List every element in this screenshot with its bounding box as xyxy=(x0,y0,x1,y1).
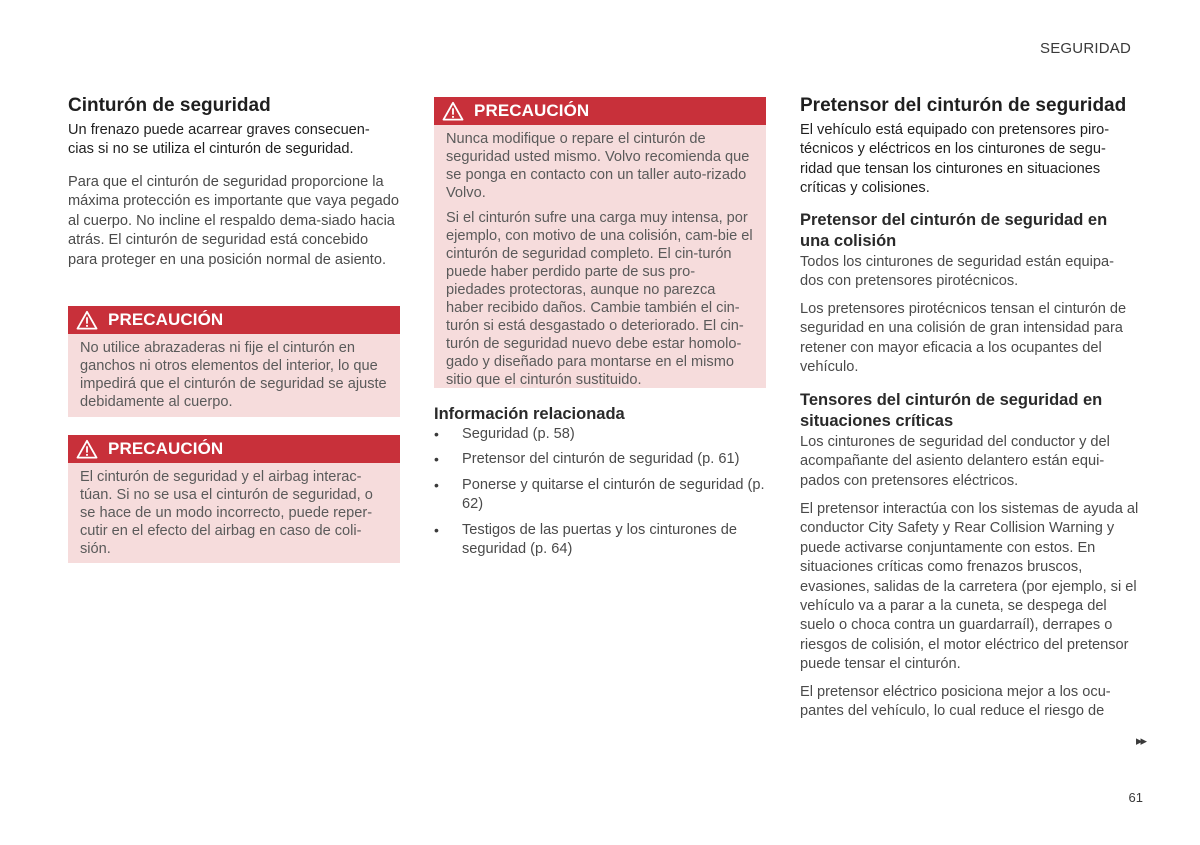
continue-arrows-icon: ▸▸ xyxy=(1135,733,1145,748)
critical-text-3: El pretensor eléctrico posiciona mejor a los ocu-pantes del vehículo, lo cual reduce el riesgo de xyxy=(800,684,1111,720)
seatbelt-lead: Un frenazo puede acarrear graves consecuen-cias si no se utiliza el cinturón de seguridad. xyxy=(68,122,370,158)
critical-subtitle: Tensores del cinturón de seguridad en situaciones críticas xyxy=(800,391,1103,430)
related-info-list xyxy=(434,425,766,559)
pretensioner-lead: El vehículo está equipado con pretensores piro-técnicos y eléctricos en los cinturones de segu-ridad que tensan los cinturones en situaciones críticas y colisiones. xyxy=(800,122,1110,197)
warning-label: PRECAUCIÓN xyxy=(108,439,224,458)
seatbelt-body: Para que el cinturón de seguridad proporcione la máxima protección es importante que vaya pegado al cuerpo. No incline el respaldo dema-siado hacia atrás. El cinturón de seguridad está concebido para proteger en una posición normal de asiento. xyxy=(68,174,399,268)
seatbelt-title: Cinturón de seguridad xyxy=(68,95,271,116)
related-link[interactable]: • Pretensor del cinturón de seguridad (p. 61) xyxy=(434,450,766,469)
related-link[interactable]: • Testigos de las puertas y los cinturones de seguridad (p. 64) xyxy=(434,521,766,560)
warning-box-repair xyxy=(434,97,766,388)
pretensioner-title: Pretensor del cinturón de seguridad xyxy=(800,95,1127,116)
warning-header xyxy=(68,306,400,334)
warning-triangle-icon xyxy=(76,310,98,330)
related-link[interactable]: • Ponerse y quitarse el cinturón de seguridad (p. 62) xyxy=(434,476,766,515)
page-number: 61 xyxy=(1128,790,1143,805)
collision-text-1: Todos los cinturones de seguridad están equipa-dos con pretensores pirotécnicos. xyxy=(800,254,1114,290)
collision-text-2: Los pretensores pirotécnicos tensan el cinturón de seguridad en una colisión de gran intensidad para retener con mayor eficacia a los ocupantes del vehículo. xyxy=(800,301,1127,376)
warning-box-airbag xyxy=(68,435,400,563)
related-link[interactable]: • Seguridad (p. 58) xyxy=(434,425,766,444)
warning-text: Nunca modifique o repare el cinturón de seguridad usted mismo. Volvo recomienda que se ponga en contacto con un taller auto-rizado Volvo. xyxy=(446,131,750,201)
warning-label: PRECAUCIÓN xyxy=(474,101,590,120)
collision-subtitle: Pretensor del cinturón de seguridad en una colisión xyxy=(800,211,1108,250)
warning-text: Si el cinturón sufre una carga muy intensa, por ejemplo, con motivo de una colisión, cam-bie el cinturón de seguridad completo. El cin-turón puede haber perdido parte de sus pro-piedades protectoras, aunque no parezca haber recibido daños. Cambie también el cin-turón si está desgastado o deteriorado. El cin-turón de seguridad nuevo debe estar homolo-gado y diseñado para montarse en el mismo sitio que el cinturón sustituido. xyxy=(446,210,753,388)
warning-triangle-icon xyxy=(442,101,464,121)
warning-header xyxy=(68,435,400,463)
warning-header xyxy=(434,97,766,125)
critical-text-2: El pretensor interactúa con los sistemas de ayuda al conductor City Safety y Rear Collision Warning y puede activarse conjuntamente con estos. En situaciones críticas como frenazos bruscos, evasiones, salidas de la carretera (por ejemplo, si el vehículo va a parar a la cuneta, se despega del suelo o choca contra un guardarraíl), derrapes o riesgos de colisión, el motor eléctrico del pretensor puede tensar el cinturón. xyxy=(800,501,1139,673)
warning-text: El cinturón de seguridad y el airbag interac-túan. Si no se usa el cinturón de seguridad, o se hace de un modo incorrecto, puede reper-cutir en el efecto del airbag en caso de coli-sión. xyxy=(80,469,373,557)
critical-text-1: Los cinturones de seguridad del conductor y del acompañante del asiento delantero están equi-pados con pretensores eléctricos. xyxy=(800,434,1110,489)
warning-label: PRECAUCIÓN xyxy=(108,310,224,329)
warning-triangle-icon xyxy=(76,439,98,459)
section-header: SEGURIDAD xyxy=(1040,40,1131,57)
related-info-title: Información relacionada xyxy=(434,405,625,423)
warning-box-clamps xyxy=(68,306,400,417)
warning-text: No utilice abrazaderas ni fije el cinturón en ganchos ni otros elementos del interior, lo que impedirá que el cinturón de seguridad se ajuste debidamente al cuerpo. xyxy=(80,340,387,410)
